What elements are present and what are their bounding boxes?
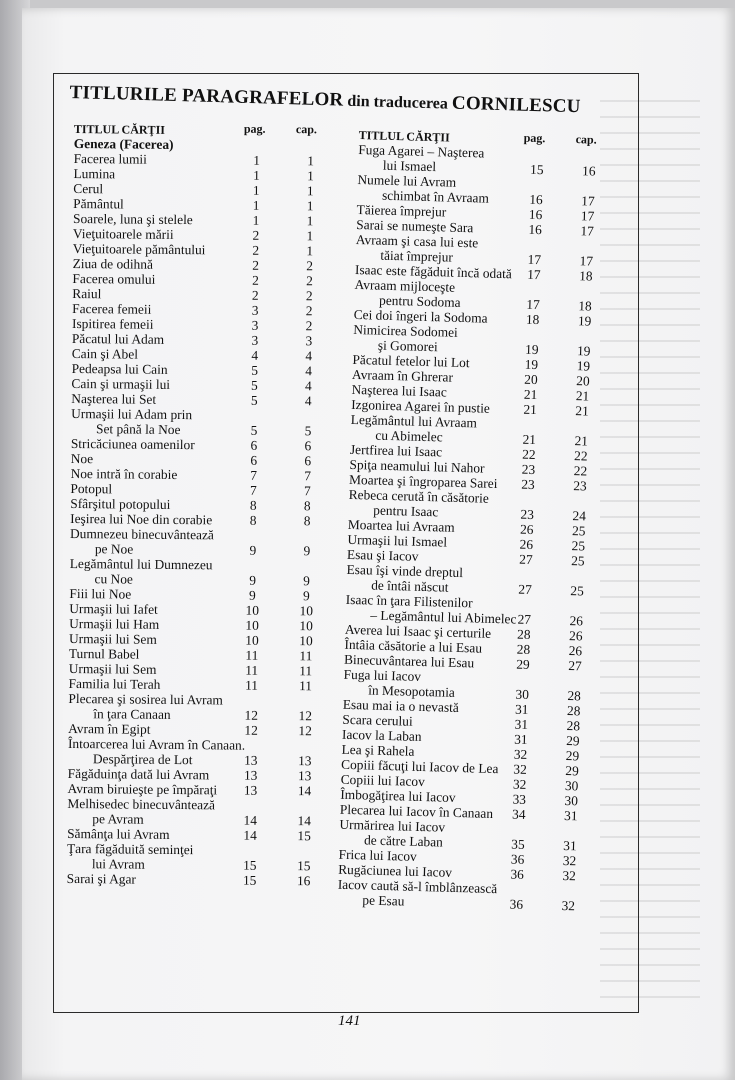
entry-title: Nimicirea Sodomei: [353, 321, 458, 340]
entry-page: 20: [524, 371, 538, 388]
entry-chapter: 6: [304, 453, 312, 469]
entry-title: Iacov la Laban: [341, 726, 422, 744]
entry-title: Ţara făgăduită seminţei: [66, 840, 194, 858]
entry-title: Cerul: [73, 180, 104, 197]
entry-page: 6: [250, 437, 258, 453]
entry-title: – Legământul lui Abimelec: [370, 607, 517, 627]
entry-title: Noe: [70, 450, 94, 467]
entry-chapter: 26: [568, 643, 583, 659]
entry-title: lui Avram: [91, 856, 145, 872]
entry-chapter: 23: [573, 478, 587, 494]
entry-page: 32: [513, 761, 527, 777]
entry-title: Copiii lui Iacov: [340, 771, 425, 790]
entry-title: Ziua de odihnă: [72, 255, 154, 272]
entry-page: 16: [528, 221, 543, 238]
entry-title: Ispitirea femeii: [71, 315, 154, 332]
entry-chapter: 32: [561, 897, 576, 914]
entry-chapter: 17: [581, 193, 595, 209]
entry-chapter: 13: [298, 753, 312, 769]
entry-chapter: 25: [571, 553, 585, 569]
entry-title: Fuga lui Iacov: [343, 666, 422, 684]
entry-title: Avram biruieşte pe împăraţi: [67, 780, 218, 798]
title-tail: CORNILESCU: [451, 92, 581, 118]
entry-page: 21: [522, 431, 537, 448]
entry-title: Esau şi Iacov: [346, 546, 419, 564]
entry-page: 7: [250, 482, 257, 498]
entry-chapter: 14: [297, 813, 312, 829]
entry-chapter: 4: [305, 378, 312, 394]
entry-chapter: 19: [577, 313, 592, 329]
entry-page: 27: [517, 611, 532, 627]
entry-page: 35: [511, 836, 525, 852]
entry-title: pe Esau: [362, 892, 405, 909]
entry-chapter: 15: [297, 828, 311, 844]
entry-page: 2: [252, 272, 259, 288]
entry-page: 27: [518, 581, 533, 598]
entry-title: Moartea lui Avraam: [347, 516, 455, 535]
entry-chapter: 11: [299, 678, 313, 694]
entry-page: 4: [251, 347, 259, 363]
left-column: [67, 120, 342, 889]
entry-title: cu Noe: [94, 571, 133, 587]
entry-page: 1: [253, 152, 261, 168]
entry-title: Cain şi Abel: [71, 345, 139, 362]
entry-page: 13: [243, 782, 258, 798]
entry-page: 1: [252, 182, 260, 198]
entry-title: Îmbogăţirea lui Iacov: [340, 786, 456, 805]
entry-title: Fuga Agarei – Naşterea: [358, 141, 485, 161]
entry-title: Melhisedec binecuvântează: [67, 795, 216, 813]
entry-chapter: 28: [566, 703, 581, 719]
entry-chapter: 24: [572, 508, 587, 524]
entry-title: Urmaşii lui Adam prin: [71, 405, 193, 423]
entry-page: 28: [516, 641, 531, 657]
entry-title: Naşterea lui Set: [71, 390, 157, 407]
entry-chapter: 11: [299, 663, 313, 679]
header-book: TITLUL CĂRŢII: [73, 121, 166, 137]
entry-chapter: 17: [580, 223, 595, 239]
entry-page: 12: [244, 722, 258, 738]
entry-chapter: 2: [305, 318, 313, 334]
entry-chapter: 1: [306, 213, 314, 229]
entry-page: 2: [252, 257, 260, 273]
entry-chapter: 2: [305, 288, 313, 304]
entry-title: Legământul lui Dumnezeu: [69, 555, 213, 573]
entry-chapter: 18: [578, 268, 593, 284]
entry-title: Iacov caută să-l îmblânzească: [337, 876, 498, 897]
entry-title: Esau mai ia o nevastă: [342, 696, 460, 716]
entry-title: Plecarea lui Iacov în Canaan: [339, 801, 494, 822]
entry-page: 36: [510, 866, 525, 882]
title-sub: din traducerea: [347, 92, 449, 113]
entry-title: Scara cerului: [342, 711, 413, 729]
entry-page: 8: [249, 512, 257, 528]
entry-chapter: 15: [297, 858, 311, 874]
entry-title: Potopul: [70, 480, 113, 497]
entry-chapter: 22: [573, 448, 588, 464]
entry-title: Ieşirea lui Noe din corabie: [70, 510, 213, 528]
entry-title: Avraam şi casa lui este: [355, 231, 479, 251]
entry-title: Păcatul fetelor lui Lot: [352, 351, 470, 371]
entry-chapter: 32: [562, 867, 577, 884]
entry-chapter: 30: [564, 793, 579, 809]
entry-page: 6: [250, 452, 258, 468]
entry-chapter: 25: [571, 523, 586, 539]
entry-chapter: 20: [576, 373, 590, 389]
entry-title: Pământul: [73, 195, 124, 212]
entry-chapter: 21: [574, 433, 589, 449]
entry-title: Lea şi Rahela: [341, 741, 415, 759]
entry-title: Stricăciunea oamenilor: [70, 435, 195, 453]
index-entry: [67, 871, 335, 889]
entry-chapter: 1: [306, 243, 314, 259]
entry-title: Esau îşi vinde dreptul: [346, 561, 464, 581]
entry-title: Rugăciunea lui Iacov: [338, 861, 453, 880]
entry-page: 30: [515, 686, 530, 702]
entry-page: 3: [251, 332, 259, 348]
entry-page: 23: [521, 461, 536, 478]
entry-chapter: 29: [565, 763, 579, 779]
entry-chapter: 19: [576, 343, 591, 359]
entry-page: 5: [250, 392, 258, 408]
entry-page: 1: [252, 212, 260, 228]
entry-page: 23: [521, 476, 535, 493]
entry-page: 31: [514, 716, 529, 732]
entry-chapter: 2: [306, 258, 314, 274]
entry-chapter: 28: [566, 718, 581, 734]
entry-page: 11: [245, 677, 259, 693]
entry-page: 21: [523, 386, 538, 403]
entry-page: 15: [529, 161, 544, 178]
entry-page: 26: [519, 536, 534, 553]
entry-title: Isaac este făgăduit încă odată: [354, 261, 513, 282]
entry-title: de întâi născut: [370, 577, 449, 595]
entry-page: 11: [245, 647, 259, 663]
entry-title: Naşterea lui Isaac: [351, 381, 447, 400]
entry-chapter: 14: [297, 783, 312, 799]
entry-chapter: 29: [565, 748, 580, 764]
entry-title: Păcatul lui Adam: [71, 330, 165, 347]
entry-chapter: 4: [304, 393, 312, 409]
header-chapter: cap.: [295, 122, 317, 137]
index-entry: [67, 841, 335, 874]
entry-title: Urmărirea lui Iacov: [339, 816, 446, 835]
entry-chapter: 1: [306, 198, 314, 214]
entry-chapter: 22: [573, 463, 588, 479]
entry-page: 2: [251, 287, 259, 303]
entry-page: 10: [245, 602, 260, 618]
entry-title: Urmaşii lui Ismael: [347, 531, 448, 550]
entry-title: Urmaşii lui Iafet: [69, 600, 158, 617]
entry-title: în ţara Canaan: [93, 706, 171, 722]
entry-page: 32: [513, 746, 528, 762]
index-entry: [68, 691, 336, 724]
entry-page: 29: [516, 656, 530, 672]
entry-page: 15: [243, 857, 257, 873]
entry-chapter: 21: [575, 403, 590, 419]
section-title: Geneza (Facerea): [73, 135, 174, 152]
entry-page: 13: [243, 767, 258, 783]
entry-title: Fiii lui Noe: [69, 585, 132, 602]
entry-page: 31: [514, 731, 528, 747]
entry-page: 17: [526, 296, 540, 313]
entry-page: 23: [520, 506, 535, 523]
entry-chapter: 31: [563, 837, 577, 854]
entry-chapter: 1: [306, 228, 314, 244]
entry-chapter: 26: [569, 613, 584, 629]
entry-title: Cain şi urmaşii lui: [71, 375, 171, 392]
entry-chapter: 2: [305, 303, 313, 319]
entry-chapter: 7: [304, 483, 311, 499]
entry-title: pentru Isaac: [373, 502, 439, 520]
entry-title: lui Ismael: [382, 157, 437, 175]
entry-title: Avraam în Ghrerar: [351, 366, 454, 385]
entry-title: Numele lui Avram: [357, 171, 457, 190]
entry-page: 14: [243, 812, 258, 828]
entry-chapter: 28: [567, 688, 582, 704]
entry-page: 12: [244, 707, 259, 723]
index-entry: [68, 736, 336, 769]
entry-title: pentru Sodoma: [378, 292, 461, 310]
entry-title: Vieţuitoarele pământului: [72, 240, 206, 258]
entry-title: tăiat împrejur: [380, 247, 454, 265]
entry-title: Lumina: [73, 165, 116, 182]
entry-chapter: 9: [303, 573, 311, 589]
entry-page: 9: [249, 587, 256, 603]
entry-page: 36: [510, 851, 525, 867]
header-book: TITLUL CĂRŢII: [358, 127, 450, 145]
entry-title: de către Laban: [363, 832, 444, 850]
entry-chapter: 30: [564, 778, 579, 794]
entry-title: Averea lui Isaac şi certurile: [344, 621, 492, 641]
entry-page: 3: [251, 302, 259, 318]
entry-chapter: 17: [579, 253, 594, 269]
entry-page: 1: [252, 197, 260, 213]
entry-chapter: 8: [303, 498, 311, 514]
entry-title: Spiţa neamului lui Nahor: [349, 456, 485, 476]
entry-title: Cei doi îngeri la Sodoma: [353, 306, 488, 326]
entry-chapter: 7: [304, 468, 312, 484]
entry-chapter: 9: [303, 588, 310, 604]
entry-chapter: 1: [307, 168, 314, 184]
entry-title: Binecuvântarea lui Esau: [343, 651, 475, 671]
entry-title: Întâia căsătorie a lui Esau: [344, 636, 483, 656]
entry-chapter: 10: [299, 633, 313, 649]
entry-chapter: 32: [562, 852, 577, 869]
entry-title: Urmaşii lui Ham: [69, 615, 160, 632]
page-number: 141: [338, 1013, 361, 1029]
entry-chapter: 4: [305, 348, 313, 364]
entry-chapter: 27: [568, 658, 582, 674]
entry-page: 9: [249, 542, 257, 558]
entry-title: Soarele, luna şi stelele: [72, 210, 193, 228]
entry-chapter: 8: [303, 513, 311, 529]
entry-page: 17: [527, 266, 541, 283]
entry-chapter: 10: [299, 603, 314, 619]
entry-chapter: 25: [571, 538, 586, 554]
entry-title: Set până la Noe: [95, 421, 181, 438]
entry-page: 8: [249, 497, 257, 513]
entry-chapter: 9: [303, 543, 311, 559]
entry-title: Plecarea şi sosirea lui Avram: [68, 690, 223, 708]
entry-chapter: 2: [306, 273, 313, 289]
entry-title: Sarai şi Agar: [66, 870, 136, 887]
entry-page: 28: [516, 626, 531, 642]
entry-title: Facerea lumii: [73, 150, 147, 167]
entry-title: Tăierea împrejur: [356, 201, 447, 220]
entry-page: 27: [519, 551, 533, 568]
entry-page: 22: [521, 446, 536, 463]
entry-chapter: 16: [296, 873, 311, 889]
entry-page: 9: [249, 572, 257, 588]
entry-page: 34: [511, 806, 526, 822]
entry-chapter: 1: [306, 183, 314, 199]
entry-page: 16: [528, 206, 543, 223]
entry-title: Facerea femeii: [72, 300, 152, 317]
entry-page: 18: [525, 311, 540, 328]
entry-chapter: 5: [304, 423, 312, 439]
entry-page: 2: [252, 242, 260, 258]
entry-title: Frica lui Iacov: [338, 846, 417, 864]
header-page: pag.: [523, 130, 546, 146]
entry-page: 32: [512, 776, 527, 792]
entry-chapter: 1: [307, 153, 315, 169]
entry-title: Isaac în ţara Filistenilor: [345, 591, 473, 611]
entry-page: 10: [245, 617, 259, 633]
entry-title: Pedeapsa lui Cain: [71, 360, 168, 377]
entry-chapter: 16: [581, 163, 596, 179]
entry-title: schimbat în Avraam: [381, 187, 490, 206]
entry-title: Sfârşitul potopului: [70, 495, 171, 512]
entry-page: 33: [512, 791, 527, 807]
entry-title: Legământul lui Avraam: [350, 411, 478, 431]
entry-page: 1: [253, 167, 260, 183]
entry-page: 13: [244, 752, 258, 768]
entry-title: şi Gomorei: [377, 337, 438, 355]
entry-title: Întoarcerea lui Avram în Canaan.: [67, 735, 246, 753]
entry-title: Urmaşii lui Sem: [68, 630, 157, 647]
entry-chapter: 3: [305, 333, 313, 349]
entry-title: Dumnezeu binecuvântează: [69, 525, 214, 543]
entry-page: 2: [252, 227, 260, 243]
entry-title: Copiii făcuţi lui Iacov de Lea: [340, 756, 499, 777]
entry-chapter: 13: [297, 768, 312, 784]
index-entry: [71, 406, 339, 439]
entry-title: Urmaşii lui Sem: [68, 660, 157, 677]
entry-title: în Mesopotamia: [368, 682, 456, 700]
entry-chapter: 12: [298, 723, 312, 739]
header-page: pag.: [243, 121, 266, 136]
entry-title: Turnul Babel: [68, 645, 140, 662]
entry-page: 5: [251, 377, 258, 393]
entry-chapter: 18: [578, 298, 592, 314]
entry-title: pe Avram: [92, 811, 144, 827]
entry-page: 36: [509, 896, 524, 912]
entry-title: Noe intră în corabie: [70, 465, 178, 483]
entry-title: Familia lui Terah: [68, 675, 161, 692]
entry-title: Izgonirea Agarei în pustie: [351, 396, 491, 416]
entry-page: 26: [519, 521, 534, 538]
entry-chapter: 6: [304, 438, 312, 454]
entry-title: Sarai se numeşte Sara: [356, 216, 474, 236]
entry-chapter: 12: [298, 708, 313, 724]
header-chapter: cap.: [575, 132, 597, 147]
entry-page: 15: [242, 872, 257, 888]
entry-chapter: 10: [299, 618, 313, 634]
entry-title: Jertfirea lui Isaac: [349, 441, 443, 460]
entry-page: 16: [529, 191, 543, 208]
entry-title: cu Abimelec: [375, 427, 443, 445]
entry-page: 5: [251, 362, 259, 378]
entry-chapter: 21: [575, 388, 590, 404]
entry-title: pe Noe: [94, 541, 134, 557]
entry-page: 11: [245, 662, 259, 678]
entry-page: 3: [251, 317, 259, 333]
entry-title: Avraam mijloceşte: [354, 276, 456, 295]
entry-page: 10: [245, 632, 259, 648]
entry-title: Sămânţa lui Avram: [67, 825, 170, 842]
entry-page: 14: [243, 827, 257, 843]
entry-chapter: 25: [570, 583, 585, 599]
entry-title: Avram în Egipt: [68, 720, 151, 737]
entry-page: 19: [524, 356, 539, 373]
entry-chapter: 26: [568, 628, 583, 644]
index-entry: [70, 526, 338, 559]
right-column: [337, 126, 631, 914]
entry-page: 7: [250, 467, 258, 483]
entry-title: Moartea şi îngroparea Sarei: [348, 471, 498, 492]
entry-chapter: 19: [576, 358, 591, 374]
entry-chapter: 11: [299, 648, 313, 664]
entry-title: Despărţirea de Lot: [92, 751, 193, 768]
entry-title: Vieţuitoarele mării: [72, 225, 174, 242]
entry-page: 5: [250, 422, 258, 438]
entry-page: 17: [527, 251, 542, 268]
entry-title: Rebeca cerută în căsătorie: [348, 486, 490, 506]
entry-page: 19: [524, 341, 539, 358]
index-entry: [67, 796, 335, 829]
entry-chapter: 31: [563, 807, 578, 824]
entry-chapter: 17: [580, 208, 595, 224]
entry-page: 21: [523, 401, 538, 418]
entry-title: Făgăduinţa dată lui Avram: [67, 765, 210, 783]
index-entry: [70, 556, 338, 589]
entry-page: 31: [514, 701, 529, 717]
entry-title: Raiul: [72, 285, 102, 302]
entry-title: Facerea omului: [72, 270, 156, 287]
entry-chapter: 29: [566, 733, 580, 749]
entry-chapter: 4: [305, 363, 313, 379]
title-main: TITLURILE PARAGRAFELOR: [69, 82, 344, 111]
